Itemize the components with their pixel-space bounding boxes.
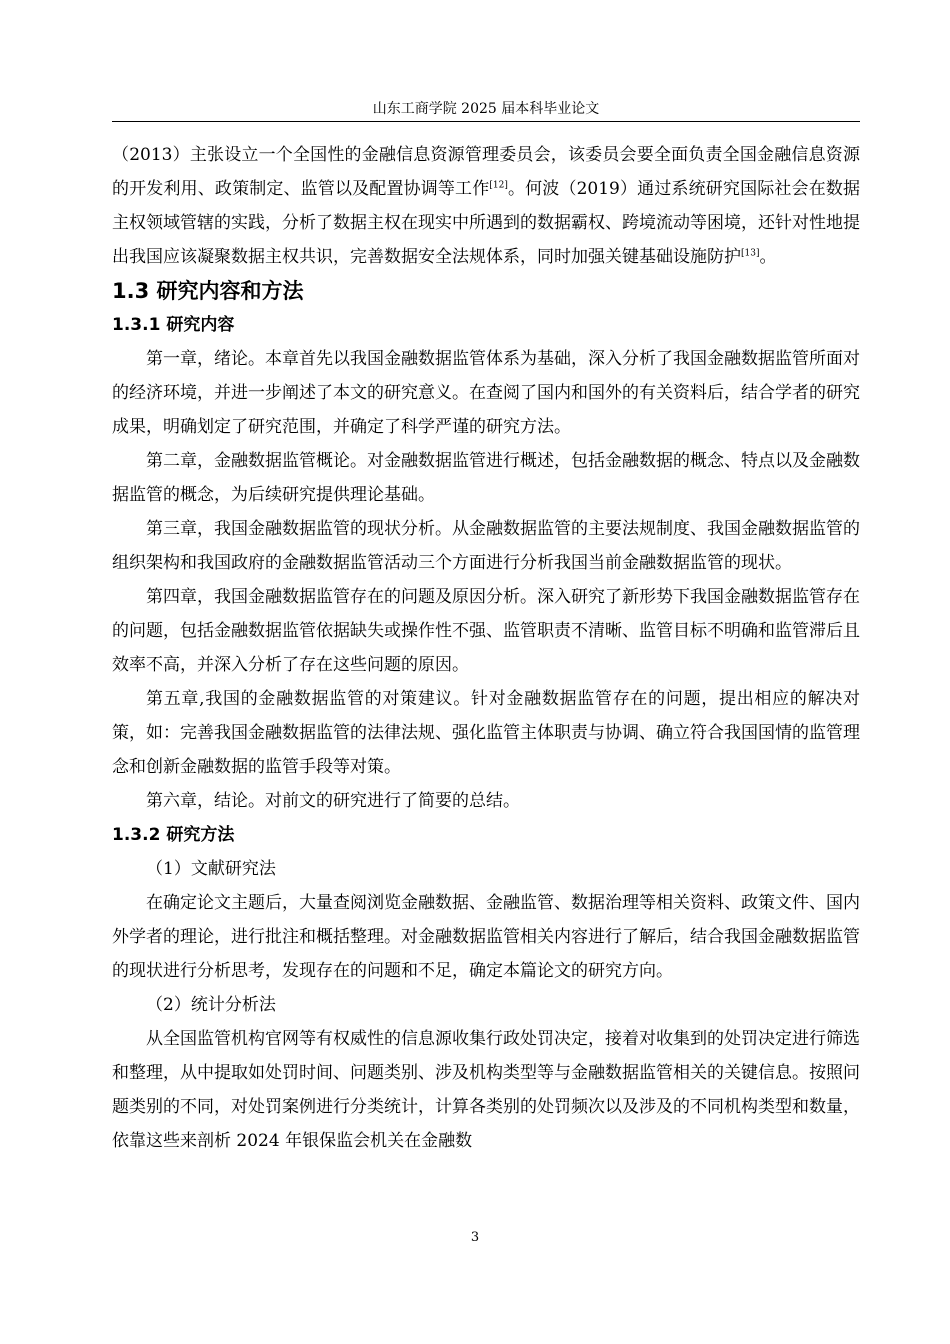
intro-paragraph: [112, 138, 860, 274]
page-number: 3: [470, 1230, 480, 1245]
chapter-1-paragraph: 第一章，绪论。本章首先以我国金融数据监管体系为基础，深入分析了我国金融数据监管所面对的经济环境，并进一步阐述了本文的研究意义。在查阅了国内和国外的有关资料后，结合学者的研究成果，明确划定了研究范围，并确定了科学严谨的研究方法。: [112, 349, 860, 437]
chapter-4-paragraph: 第四章，我国金融数据监管存在的问题及原因分析。深入研究了新形势下我国金融数据监管存在的问题，包括金融数据监管依据缺失或操作性不强、监管职责不清晰、监管目标不明确和监管滞后且效率不高，并深入分析了存在这些问题的原因。: [112, 587, 860, 675]
chapter-2-paragraph: 第二章，金融数据监管概论。对金融数据监管进行概述，包括金融数据的概念、特点以及金融数据监管的概念，为后续研究提供理论基础。: [112, 451, 860, 505]
intro-text-a: （2013）主张设立一个全国性的金融信息资源管理委员会，该委员会要全面负责全国金融信息资源的开发利用、政策制定、监管以及配置协调等工作: [112, 145, 860, 199]
chapter-6-paragraph: 第六章，结论。对前文的研究进行了简要的总结。: [146, 791, 520, 811]
section-heading-1-3: 1.3 研究内容和方法: [112, 279, 304, 303]
header-rule: [112, 121, 860, 122]
intro-text-b: 。何波（2019）通过系统研究国际社会在数据主权领域管辖的实践，分析了数据主权在现实中所遇到的数据霸权、跨境流动等困境，还针对性地提出我国应该凝聚数据主权共识，完善数据安全法规体系，同时加强关键基础设施防护: [112, 179, 861, 267]
method-1-title: （1）文献研究法: [146, 859, 276, 879]
chapter-5-paragraph: 第五章,我国的金融数据监管的对策建议。针对金融数据监管存在的问题，提出相应的解决对策，如：完善我国金融数据监管的法律法规、强化监管主体职责与协调、确立符合我国国情的监管理念和创新金融数据的监管手段等对策。: [112, 689, 860, 777]
method-2-title: （2）统计分析法: [146, 995, 276, 1015]
subsection-heading-1-3-2: 1.3.2 研究方法: [112, 825, 235, 845]
citation-13: [13]: [741, 248, 760, 259]
subsection-heading-1-3-1: 1.3.1 研究内容: [112, 315, 235, 335]
method-1-paragraph: 在确定论文主题后，大量查阅浏览金融数据、金融监管、数据治理等相关资料、政策文件、国内外学者的理论，进行批注和概括整理。对金融数据监管相关内容进行了解后，结合我国金融数据监管的现状进行分析思考，发现存在的问题和不足，确定本篇论文的研究方向。: [112, 893, 860, 981]
method-2-paragraph: 从全国监管机构官网等有权威性的信息源收集行政处罚决定，接着对收集到的处罚决定进行筛选和整理，从中提取如处罚时间、问题类别、涉及机构类型等与金融数据监管相关的关键信息。按照问题类别的不同，对处罚案例进行分类统计，计算各类别的处罚频次以及涉及的不同机构类型和数量，依靠这些来剖析 2024 年银保监会机关在金融数: [112, 1029, 860, 1151]
intro-text-c: 。: [759, 247, 777, 267]
page-body: [112, 138, 860, 1158]
running-header: 山东工商学院 2025 届本科毕业论文: [372, 101, 600, 117]
citation-12: [12]: [489, 180, 508, 191]
chapter-3-paragraph: 第三章，我国金融数据监管的现状分析。从金融数据监管的主要法规制度、我国金融数据监管的组织架构和我国政府的金融数据监管活动三个方面进行分析我国当前金融数据监管的现状。: [112, 519, 860, 573]
